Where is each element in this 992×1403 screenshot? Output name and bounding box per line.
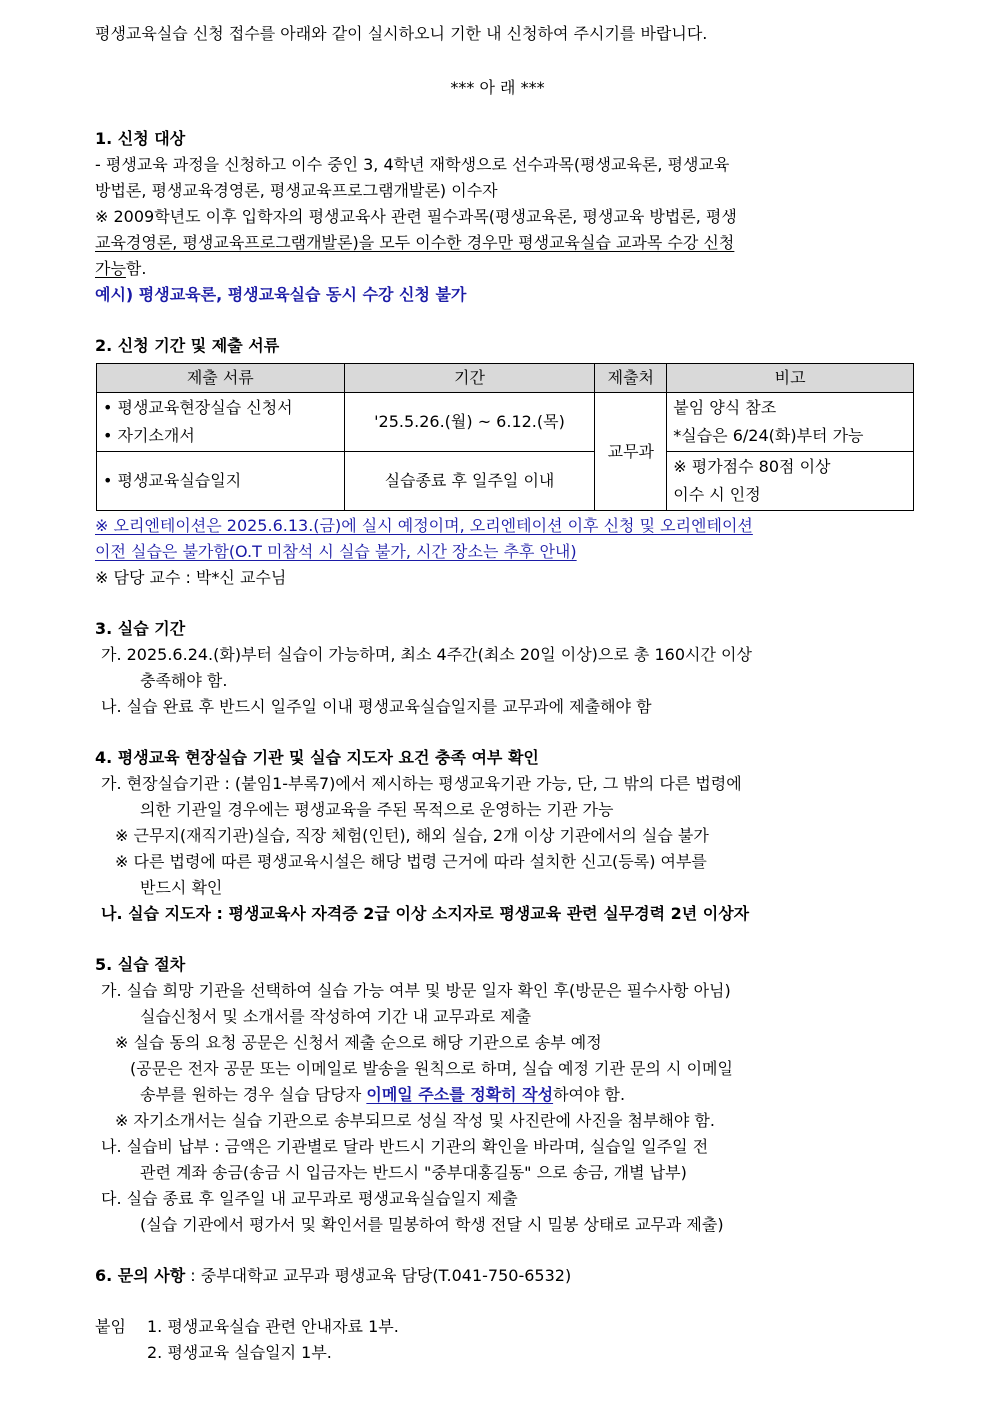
professor-line: ※ 담당 교수 : 박*신 교수님 [95,568,287,587]
note-score: ※ 평가점수 80점 이상 [673,457,831,476]
section-4-note-2b: 반드시 확인 [140,878,223,897]
paren-2-start: 송부를 원하는 경우 실습 담당자 [140,1085,367,1104]
row-2-documents: • 평생교육실습일지 [97,452,345,511]
section-1-example: 예시) 평생교육론, 평생교육실습 동시 수강 신청 불가 [95,285,467,304]
section-1-line-2: 방법론, 평생교육경영론, 평생교육프로그램개발론) 이수자 [95,181,498,200]
section-5-item-a-2: 실습신청서 및 소개서를 작성하여 기간 내 교무과로 제출 [140,1007,532,1026]
row-1-note [667,393,914,452]
note-practice-start: *실습은 6/24(화)부터 가능 [673,426,864,445]
section-1-heading: 1. 신청 대상 [95,129,186,148]
attachment-item-2: 2. 평생교육 실습일지 1부. [147,1343,332,1362]
section-5-item-b-2: 관련 계좌 송금(송금 시 입금자는 반드시 "중부대홍길동" 으로 송금, 개별 납부) [140,1163,687,1182]
header-office: 제출처 [595,364,667,393]
section-4-item-a-2: 의한 기관일 경우에는 평생교육을 주된 목적으로 운영하는 기관 가능 [140,800,614,819]
section-5-item-c-1: 다. 실습 종료 후 일주일 내 교무과로 평생교육실습일지 제출 [101,1189,518,1208]
header-period: 기간 [344,364,595,393]
section-3-item-b: 나. 실습 완료 후 반드시 일주일 이내 평생교육실습일지를 교무과에 제출해야 함 [101,697,652,716]
note-credit: 이수 시 인정 [673,485,761,504]
section-5-paren-1: (공문은 전자 공문 또는 이메일로 발송을 원칙으로 하며, 실습 예정 기관 문의 시 이메일 [130,1059,733,1078]
row-2-note [667,452,914,511]
section-3-item-a-2: 충족해야 함. [140,671,228,690]
attachment-item-1: 1. 평생교육실습 관련 안내자료 1부. [147,1317,399,1336]
section-5-note-2: ※ 자기소개서는 실습 기관으로 송부되므로 성실 작성 및 사진란에 사진을 첨부해야 함. [115,1111,715,1130]
note-3-underlined: 가능 [95,259,126,278]
email-emphasis: 이메일 주소를 정확히 작성 [366,1085,554,1104]
attachment-label: 붙임 [95,1317,126,1336]
section-6-text: : 중부대학교 교무과 평생교육 담당(T.041-750-6532) [185,1266,572,1285]
section-3-item-a-1: 가. 2025.6.24.(화)부터 실습이 가능하며, 최소 4주간(최소 20일 이상)으로 총 160시간 이상 [101,645,752,664]
section-6-line [95,1263,571,1289]
section-5-item-c-2: (실습 기관에서 평가서 및 확인서를 밀봉하여 학생 전달 시 밀봉 상태로 교무과 제출) [140,1215,724,1234]
note-3-rest: 함. [125,259,147,278]
orientation-line-2: 이전 실습은 불가함(O.T 미참석 시 실습 불가, 시간 장소는 추후 안내) [95,542,577,561]
section-4-heading: 4. 평생교육 현장실습 기관 및 실습 지도자 요건 충족 여부 확인 [95,748,539,767]
section-1-note-3 [95,256,146,282]
doc-self-intro: • 자기소개서 [103,426,195,445]
table-row [97,393,914,452]
section-3-heading: 3. 실습 기간 [95,619,186,638]
header-note: 비고 [667,364,914,393]
submission-table [96,363,914,511]
section-4-note-1: ※ 근무지(재직기관)실습, 직장 체험(인턴), 해외 실습, 2개 이상 기관에서의 실습 불가 [115,826,709,845]
section-5-item-b-1: 나. 실습비 납부 : 금액은 기관별로 달라 반드시 기관의 확인을 바라며, 실습일 일주일 전 [101,1137,709,1156]
note-attachment: 붙임 양식 참조 [673,398,777,417]
section-4-note-2a: ※ 다른 법령에 따른 평생교육시설은 해당 법령 근거에 따라 설치한 신고(등록) 여부를 [115,852,707,871]
section-4-item-a-1: 가. 현장실습기관 : (붙임1-부록7)에서 제시하는 평생교육기관 가능, 단, 그 밖의 다른 법령에 [101,774,742,793]
section-5-note-1: ※ 실습 동의 요청 공문은 신청서 제출 순으로 해당 기관으로 송부 예정 [115,1033,602,1052]
row-1-documents [97,393,345,452]
table-header-row [97,364,914,393]
doc-application: • 평생교육현장실습 신청서 [103,398,293,417]
section-6-heading: 6. 문의 사항 [95,1266,186,1285]
orientation-line-1: ※ 오리엔테이션은 2025.6.13.(금)에 실시 예정이며, 오리엔테이션 이후 신청 및 오리엔테이션 [95,516,753,535]
row-2-period: 실습종료 후 일주일 이내 [344,452,595,511]
section-5-item-a-1: 가. 실습 희망 기관을 선택하여 실습 가능 여부 및 방문 일자 확인 후(방문은 필수사항 아님) [101,981,731,1000]
office-cell: 교무과 [595,393,667,511]
section-5-paren-2 [140,1082,625,1108]
row-1-period: '25.5.26.(월) ~ 6.12.(목) [344,393,595,452]
section-4-item-b: 나. 실습 지도자 : 평생교육사 자격증 2급 이상 소지자로 평생교육 관련 실무경력 2년 이상자 [101,904,750,923]
section-2-heading: 2. 신청 기간 및 제출 서류 [95,336,280,355]
table-row [97,452,914,511]
section-1-note-1: ※ 2009학년도 이후 입학자의 평생교육사 관련 필수과목(평생교육론, 평생교육 방법론, 평생 [95,207,737,226]
paren-2-end: 하여야 함. [553,1085,626,1104]
section-5-heading: 5. 실습 절차 [95,955,186,974]
section-1-line-1: - 평생교육 과정을 신청하고 이수 중인 3, 4학년 재학생으로 선수과목(평생교육론, 평생교육 [95,155,730,174]
intro-text: 평생교육실습 신청 접수를 아래와 같이 실시하오니 기한 내 신청하여 주시기를 바랍니다. [95,24,708,43]
header-documents: 제출 서류 [97,364,345,393]
section-1-note-2: 교육경영론, 평생교육프로그램개발론)을 모두 이수한 경우만 평생교육실습 교과목 수강 신청 [95,233,735,252]
below-marker: *** 아 래 *** [450,78,545,97]
